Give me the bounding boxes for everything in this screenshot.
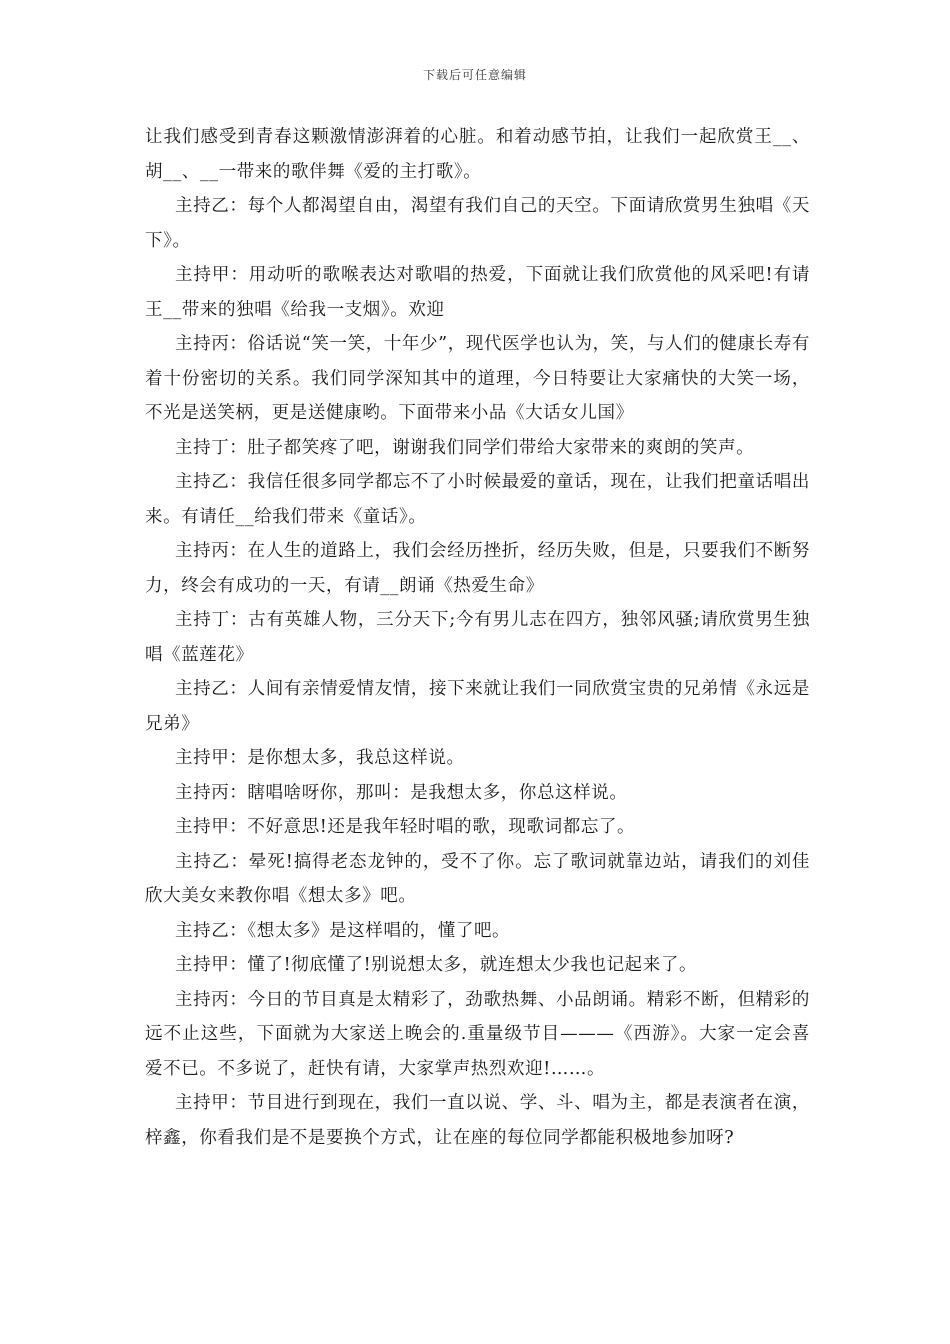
paragraph: 主持甲：懂了!彻底懂了!别说想太多，就连想太少我也记起来了。 [175, 955, 698, 975]
paragraph: 主持乙：每个人都渴望自由，渴望有我们自己的天空。下面请欣赏男生独唱《天下》。 [145, 196, 810, 251]
paragraph: 主持乙：晕死!搞得老态龙钟的，受不了你。忘了歌词就靠边站，请我们的刘佳欣大美女来教你唱《想太多》吧。 [145, 851, 810, 906]
paragraph: 主持乙：我信任很多同学都忘不了小时候最爱的童话，现在，让我们把童话唱出来。有请任__给我们带来《童话》。 [145, 472, 810, 527]
paragraph: 让我们感受到青春这颗激情澎湃着的心脏。和着动感节拍，让我们一起欣赏王__、胡__、__一带来的歌伴舞《爱的主打歌》。 [145, 127, 810, 182]
paragraph: 主持丁：肚子都笑疼了吧，谢谢我们同学们带给大家带来的爽朗的笑声。 [175, 437, 755, 458]
paragraph: 主持丁：古有英雄人物，三分天下;今有男儿志在四方，独邻风骚;请欣赏男生独唱《蓝莲花》 [145, 610, 810, 665]
paragraph: 主持乙：《想太多》是这样唱的，懂了吧。 [175, 920, 511, 941]
paragraph: 主持丙：瞎唱啥呀你，那叫：是我想太多，你总这样说。 [175, 782, 628, 803]
paragraph: 主持甲：用动听的歌喉表达对歌唱的热爱，下面就让我们欣赏他的风采吧!有请王__带来的独唱《给我一支烟》。欢迎 [145, 265, 810, 320]
paragraph: 主持丙：俗话说“笑一笑，十年少”，现代医学也认为，笑，与人们的健康长寿有着十份密切的关系。我们同学深知其中的道理，今日特要让大家痛快的大笑一场，不光是送笑柄，更是送健康哟。下面带来小品《大话女儿国》 [145, 334, 810, 423]
paragraph: 主持甲：不好意思!还是我年轻时唱的歌，现歌词都忘了。 [175, 817, 636, 837]
paragraph: 主持甲：是你想太多，我总这样说。 [175, 748, 465, 768]
paragraph: 主持乙：人间有亲情爱情友情，接下来就让我们一同欣赏宝贵的兄弟情《永远是兄弟》 [145, 679, 810, 734]
paragraph: 主持丙：在人生的道路上，我们会经历挫折，经历失败，但是，只要我们不断努力，终会有成功的一天，有请__朗诵《热爱生命》 [145, 541, 810, 596]
document-body [145, 120, 810, 1155]
page-header: 下载后可任意编辑 [422, 68, 527, 82]
paragraph: 主持甲：节目进行到现在，我们一直以说、学、斗、唱为主，都是表演者在演，梓鑫，你看我们是不是要换个方式，让在座的每位同学都能积极地参加呀? [145, 1093, 810, 1148]
paragraph: 主持丙：今日的节目真是太精彩了，劲歌热舞、小品朗诵。精彩不断，但精彩的远不止这些，下面就为大家送上晚会的.重量级节目———《西游》。大家一定会喜爱不已。不多说了，赶快有请，大家掌声热烈欢迎!……。 [145, 989, 810, 1079]
